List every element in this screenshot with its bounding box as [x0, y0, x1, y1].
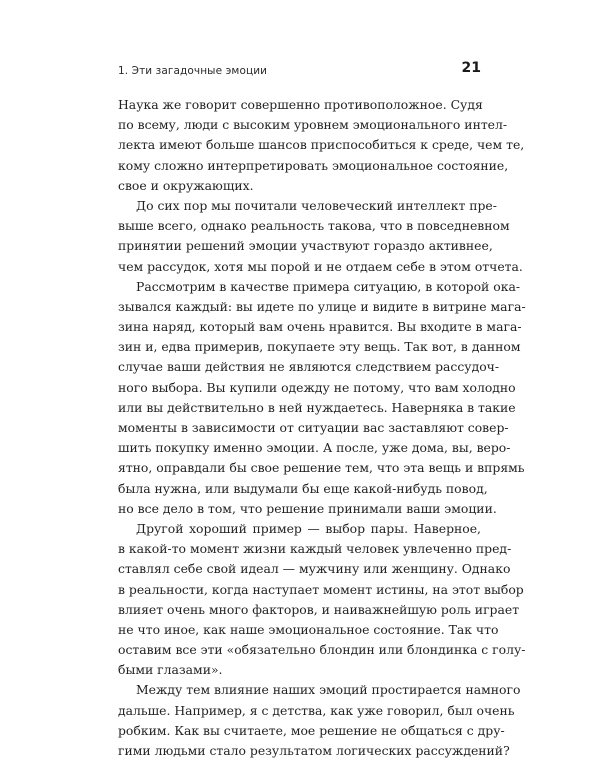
body-text: [118, 95, 526, 761]
running-header: [118, 60, 481, 80]
text-line: дальше. Например, я с детства, как уже говорил, был очень: [118, 702, 515, 718]
text-line: моменты в зависимости от ситуации вас заставляют совер-: [118, 420, 509, 435]
text-line: случае ваши действия не являются следствием рассудоч-: [118, 359, 500, 375]
text-line: ставлял себе свой идеал — мужчину или женщину. Однако: [118, 561, 511, 577]
text-line: выше всего, однако реальность такова, что в повседневном: [118, 218, 510, 234]
text-line: по всему, люди с высоким уровнем эмоционального интел-: [118, 117, 508, 133]
text-line: не что иное, как наше эмоциональное состояние. Так что: [118, 621, 499, 637]
text-line: зина наряд, который вам очень нравится. Вы входите в мага-: [118, 319, 522, 335]
text-line: зывался каждый: вы идете по улице и видите в витрине мага-: [118, 298, 526, 314]
text-line: лекта имеют больше шансов приспособиться к среде, чем те,: [118, 137, 525, 153]
chapter-title: 1. Эти загадочные эмоции: [118, 65, 268, 77]
text-line: оставим все эти «обязательно блондин или блондинка с голу-: [118, 642, 526, 658]
text-line: шить покупку именно эмоции. А после, уже дома, вы, веро-: [118, 440, 511, 456]
text-line: в какой-то момент жизни каждый человек увлеченно пред-: [118, 541, 512, 557]
text-line: чем рассудок, хотя мы порой и не отдаем себе в этом отчета.: [118, 258, 523, 274]
page-number: 21: [461, 60, 481, 76]
text-line: зин и, едва примерив, покупаете эту вещь. Так вот, в данном: [118, 339, 521, 355]
text-line: робким. Как вы считаете, мое решение не общаться с дру-: [118, 722, 505, 738]
text-line: влияет очень много факторов, и наиважнейшую роль играет: [118, 601, 520, 617]
text-line: гими людьми стало результатом логических рассуждений?: [118, 743, 510, 758]
text-line: но все дело в том, что решение принимали ваши эмоции.: [118, 500, 497, 516]
text-line: кому сложно интерпретировать эмоциональное состояние,: [118, 157, 509, 173]
text-line: была нужна, или выдумали бы еще какой-нибудь повод,: [118, 480, 488, 496]
text-line: Другой хороший пример — выбор пары. Наверное,: [136, 520, 481, 536]
text-line: Наука же говорит совершенно противоположное. Судя: [118, 97, 483, 112]
text-line: Рассмотрим в качестве примера ситуацию, в которой ока-: [136, 278, 521, 294]
text-line: До сих пор мы почитали человеческий интеллект пре-: [136, 197, 497, 213]
text-line: ятно, оправдали бы свое решение тем, что эта вещь и впрямь: [118, 460, 525, 476]
text-line: или вы действительно в ней нуждаетесь. Наверняка в такие: [118, 399, 516, 415]
text-line: ного выбора. Вы купили одежду не потому, что вам холодно: [118, 379, 516, 395]
text-line: Между тем влияние наших эмоций простирается намного: [136, 682, 521, 698]
text-line: быми глазами».: [118, 662, 223, 678]
text-line: в реальности, когда наступает момент истины, на этот выбор: [118, 581, 524, 597]
text-line: принятии решений эмоции участвуют гораздо активнее,: [118, 238, 493, 254]
text-line: свое и окружающих.: [118, 177, 254, 193]
